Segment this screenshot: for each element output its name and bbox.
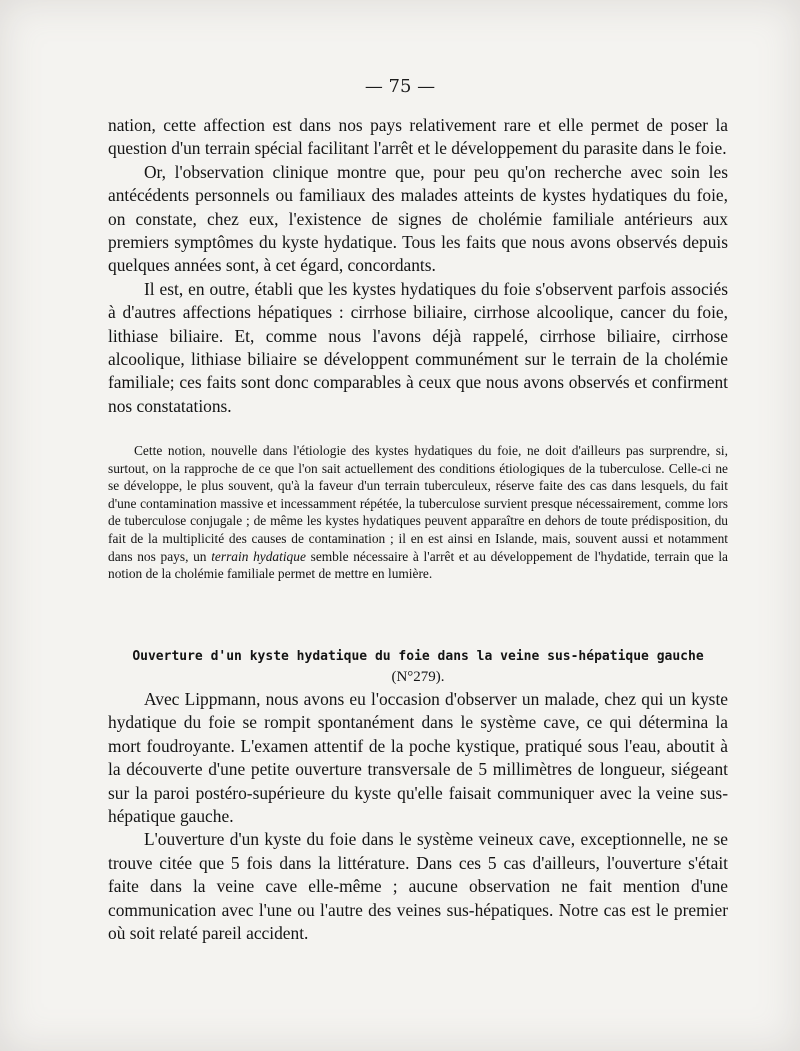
note-emphasis: terrain hydatique: [211, 548, 306, 564]
paragraph: L'ouverture d'un kyste du foie dans le système veineux cave, exceptionnelle, ne se trouve citée que 5 fois dans la littérature. Dans ces 5 cas d'ailleurs, l'ouverture s'était faite dans la veine cave elle-même ; aucune observation ne fait mention d'une communication avec l'une ou l'autre des veines sus-hépatiques. Notre cas est le premier où soit relaté pareil accident.: [108, 829, 728, 944]
paragraph: Avec Lippmann, nous avons eu l'occasion d'observer un malade, chez qui un kyste hydatique du foie se rompit spontanément dans le système cave, ce qui détermina la mort foudroyante. L'examen attentif de la poche kystique, pratiqué sous l'eau, aboutit à la découverte d'une petite ouverture transversale de 5 millimètres de longueur, siégeant sur la paroi postéro-supérieure du kyste qu'elle faisait communiquer avec la veine sus-hépatique gauche.: [108, 689, 728, 827]
note-text: Cette notion, nouvelle dans l'étiologie des kystes hydatiques du foie, ne doit d'ailleurs pas surprendre, si, surtout, on la rapproche de ce que l'on sait actuellement des conditions étiologiques de la tuberculose. Celle-ci ne se développe, le plus souvent, qu'à la faveur d'un terrain tuberculeux, réserve faite des cas dans lesquels, du fait d'une contamination massive et incessamment répétée, la tuberculose survient presque nécessairement, comme lors de tuberculose conjugale ; de même les kystes hydatiques peuvent apparaître en dehors de toute prédisposition, du fait de la multiplicité des causes de contamination ; il en est ainsi en Islande, mais, souvent aussi et notamment dans nos pays, un: [108, 443, 728, 564]
section-heading-ref: (N°279).: [391, 669, 445, 685]
paragraph: Or, l'observation clinique montre que, pour peu qu'on recherche avec soin les antécédents personnels ou familiaux des malades atteints de kystes hydatiques du foie, on constate, chez eux, l'existence de signes de cholémie familiale antérieurs aux premiers symptômes du kyste hydatique. Tous les faits que nous avons observés depuis quelques années sont, à cet égard, concordants.: [108, 161, 728, 276]
page-number: — 75 —: [364, 76, 436, 97]
section-heading: [108, 647, 728, 688]
main-text-top: [108, 114, 728, 418]
section-heading-title: Ouverture d'un kyste hydatique du foie dans la veine sus-hépatique gauche: [132, 649, 704, 664]
note-text-end: semble nécessaire à l'arrêt et au développement de l'hydatide, terrain que la notion de la cholémie familiale permet de mettre en lumière.: [108, 548, 728, 582]
paragraph: Il est, en outre, établi que les kystes hydatiques du foie s'observent parfois associés à d'autres affections hépatiques : cirrhose biliaire, cirrhose alcoolique, cancer du foie, lithiase biliaire. Et, comme nous l'avons déjà rappelé, cirrhose biliaire, cirrhose alcoolique, lithiase biliaire se développent communément sur le terrain de la cholémie familiale; ces faits sont donc comparables à ceux que nous avons observés et confirment nos constatations.: [108, 278, 728, 416]
main-text-bottom: [108, 688, 728, 945]
paragraph: nation, cette affection est dans nos pays relativement rare et elle permet de poser la question d'un terrain spécial facilitant l'arrêt et le développement du parasite dans le foie.: [108, 115, 728, 159]
small-print-note: [108, 442, 728, 583]
